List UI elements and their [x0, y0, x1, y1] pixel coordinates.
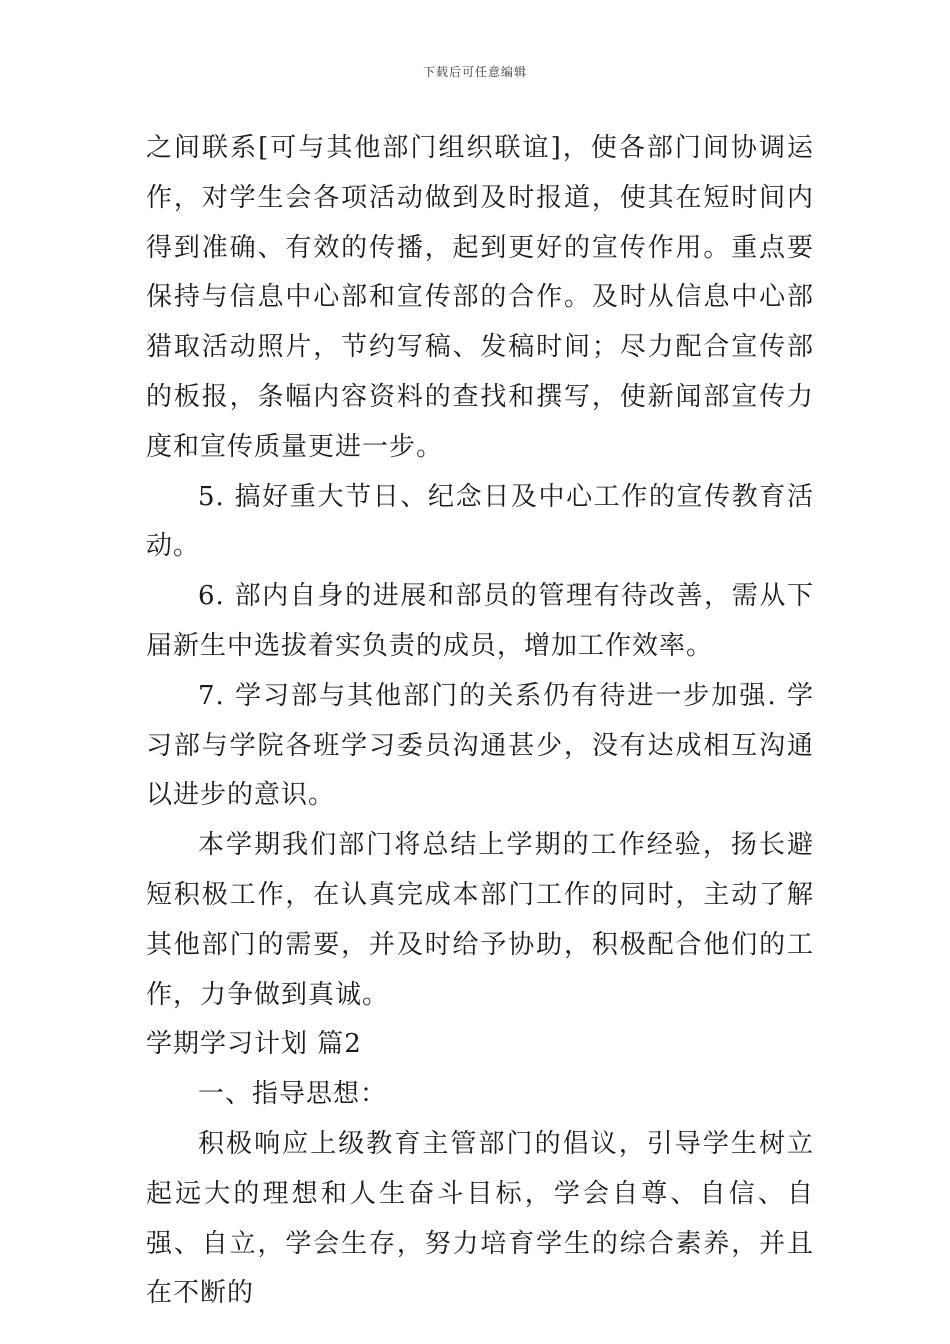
section-heading: 学期学习计划 篇2 [146, 1029, 362, 1060]
paragraph-item-6: 6. 部内自身的进展和部员的管理有待改善，需从下届新生中选拔着实负责的成员，增加工作效率。 [146, 581, 814, 661]
page-header: 下载后可任意编辑 [422, 65, 527, 79]
subsection-heading: 一、指导思想： [198, 1079, 388, 1110]
paragraph-semester-summary: 本学期我们部门将总结上学期的工作经验，扬长避短积极工作，在认真完成本部门工作的同时，主动了解其他部门的需要，并及时给予协助，积极配合他们的工作，力争做到真诚。 [146, 830, 814, 1010]
paragraph-guiding-thought: 积极响应上级教育主管部门的倡议，引导学生树立起远大的理想和人生奋斗目标，学会自尊、自信、自强、自立，学会生存，努力培育学生的综合素养，并且在不断的 [146, 1128, 814, 1309]
document-body [146, 124, 814, 1319]
paragraph-item-5: 5. 搞好重大节日、纪念日及中心工作的宣传教育活动。 [146, 481, 814, 562]
paragraph-item-7: 7. 学习部与其他部门的关系仍有待进一步加强. 学习部与学院各班学习委员沟通甚少，没有达成相互沟通以进步的意识。 [146, 680, 814, 811]
paragraph-publicity-cooperation: 之间联系[可与其他部门组织联谊]，使各部门间协调运作，对学生会各项活动做到及时报道，使其在短时间内得到准确、有效的传播，起到更好的宣传作用。重点要保持与信息中心部和宣传部的合作。及时从信息中心部猎取活动照片，节约写稿、发稿时间；尽力配合宣传部的板报，条幅内容资料的查找和撰写，使新闻部宣传力度和宣传质量更进一步。 [146, 133, 814, 462]
